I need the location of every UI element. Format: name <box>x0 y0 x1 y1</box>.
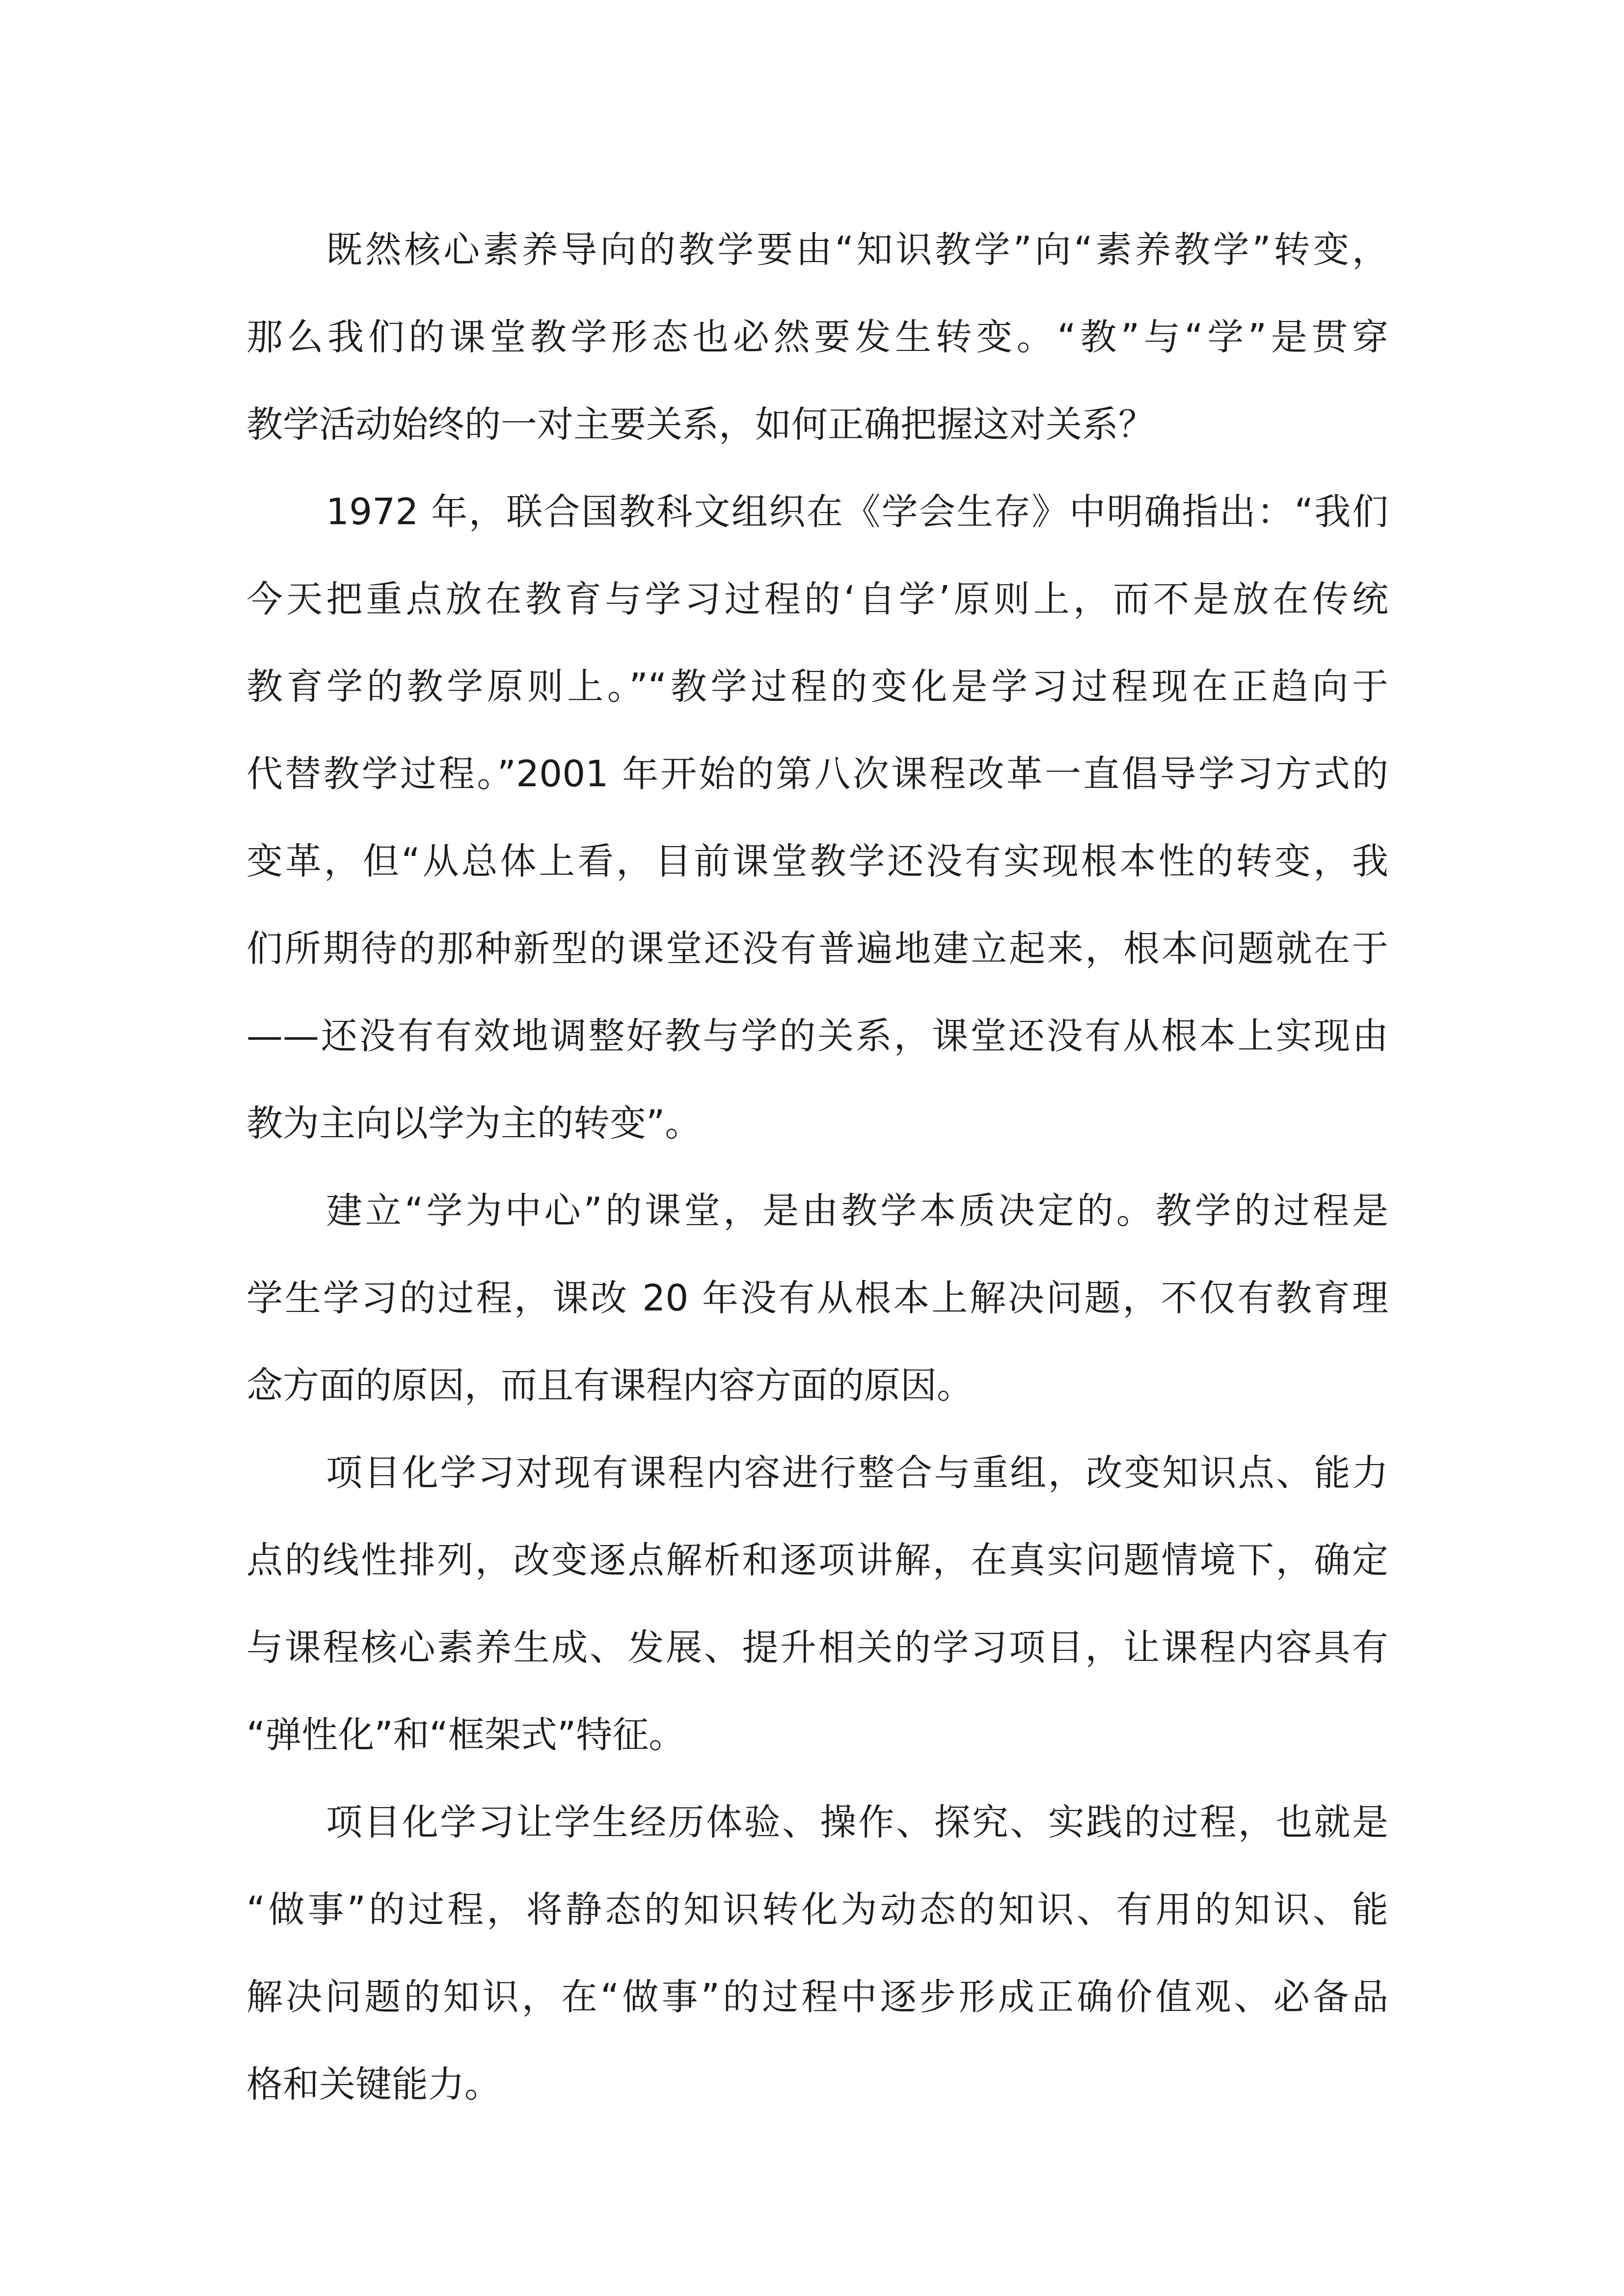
paragraph-line: “弹性化”和“框架式”特征。 <box>246 1714 685 1756</box>
paragraph-line: 项目化学习对现有课程内容进行整合与重组，改变知识点、能力 <box>326 1452 1388 1494</box>
paragraph-line: 格和关键能力。 <box>246 2063 501 2106</box>
paragraph-line: 今天把重点放在教育与学习过程的‘自学’原则上，而不是放在传统 <box>246 578 1388 620</box>
paragraph-line: 与课程核心素养生成、发展、提升相关的学习项目，让课程内容具有 <box>246 1627 1388 1669</box>
paragraph-line: 学生学习的过程，课改 20 年没有从根本上解决问题，不仅有教育理 <box>246 1277 1388 1319</box>
paragraph-line: 建立“学为中心”的课堂，是由教学本质决定的。教学的过程是 <box>326 1190 1388 1232</box>
paragraph-2 <box>246 468 1388 1167</box>
paragraph-line: 既然核心素养导向的教学要由“知识教学”向“素养教学”转变， <box>326 229 1388 271</box>
paragraph-line: ——还没有有效地调整好教与学的关系，课堂还没有从根本上实现由 <box>246 1015 1388 1057</box>
paragraph-5 <box>246 1779 1388 2128</box>
paragraph-line: 1972 年，联合国教科文组织在《学会生存》中明确指出：“我们 <box>326 491 1388 533</box>
paragraph-line: 教育学的教学原则上。”“教学过程的变化是学习过程现在正趋向于 <box>246 666 1388 708</box>
paragraph-1 <box>246 206 1388 468</box>
paragraph-line: 那么我们的课堂教学形态也必然要发生转变。“教”与“学”是贯穿 <box>246 316 1388 358</box>
paragraph-line: 点的线性排列，改变逐点解析和逐项讲解，在真实问题情境下，确定 <box>246 1539 1388 1581</box>
paragraph-line: 变革，但“从总体上看，目前课堂教学还没有实现根本性的转变，我 <box>246 840 1388 882</box>
document-body <box>246 206 1388 2128</box>
paragraph-line: 代替教学过程。”2001 年开始的第八次课程改革一直倡导学习方式的 <box>246 753 1388 795</box>
paragraph-line: 教学活动始终的一对主要关系，如何正确把握这对关系？ <box>246 403 1155 446</box>
paragraph-line: “做事”的过程，将静态的知识转化为动态的知识、有用的知识、能 <box>246 1889 1388 1931</box>
paragraph-line: 们所期待的那种新型的课堂还没有普遍地建立起来，根本问题就在于 <box>246 928 1388 970</box>
paragraph-4 <box>246 1429 1388 1779</box>
paragraph-line: 教为主向以学为主的转变”。 <box>246 1102 702 1145</box>
paragraph-line: 解决问题的知识，在“做事”的过程中逐步形成正确价值观、必备品 <box>246 1976 1388 2018</box>
paragraph-line: 念方面的原因，而且有课程内容方面的原因。 <box>246 1364 973 1407</box>
paragraph-line: 项目化学习让学生经历体验、操作、探究、实践的过程，也就是 <box>326 1801 1388 1843</box>
paragraph-3 <box>246 1167 1388 1429</box>
